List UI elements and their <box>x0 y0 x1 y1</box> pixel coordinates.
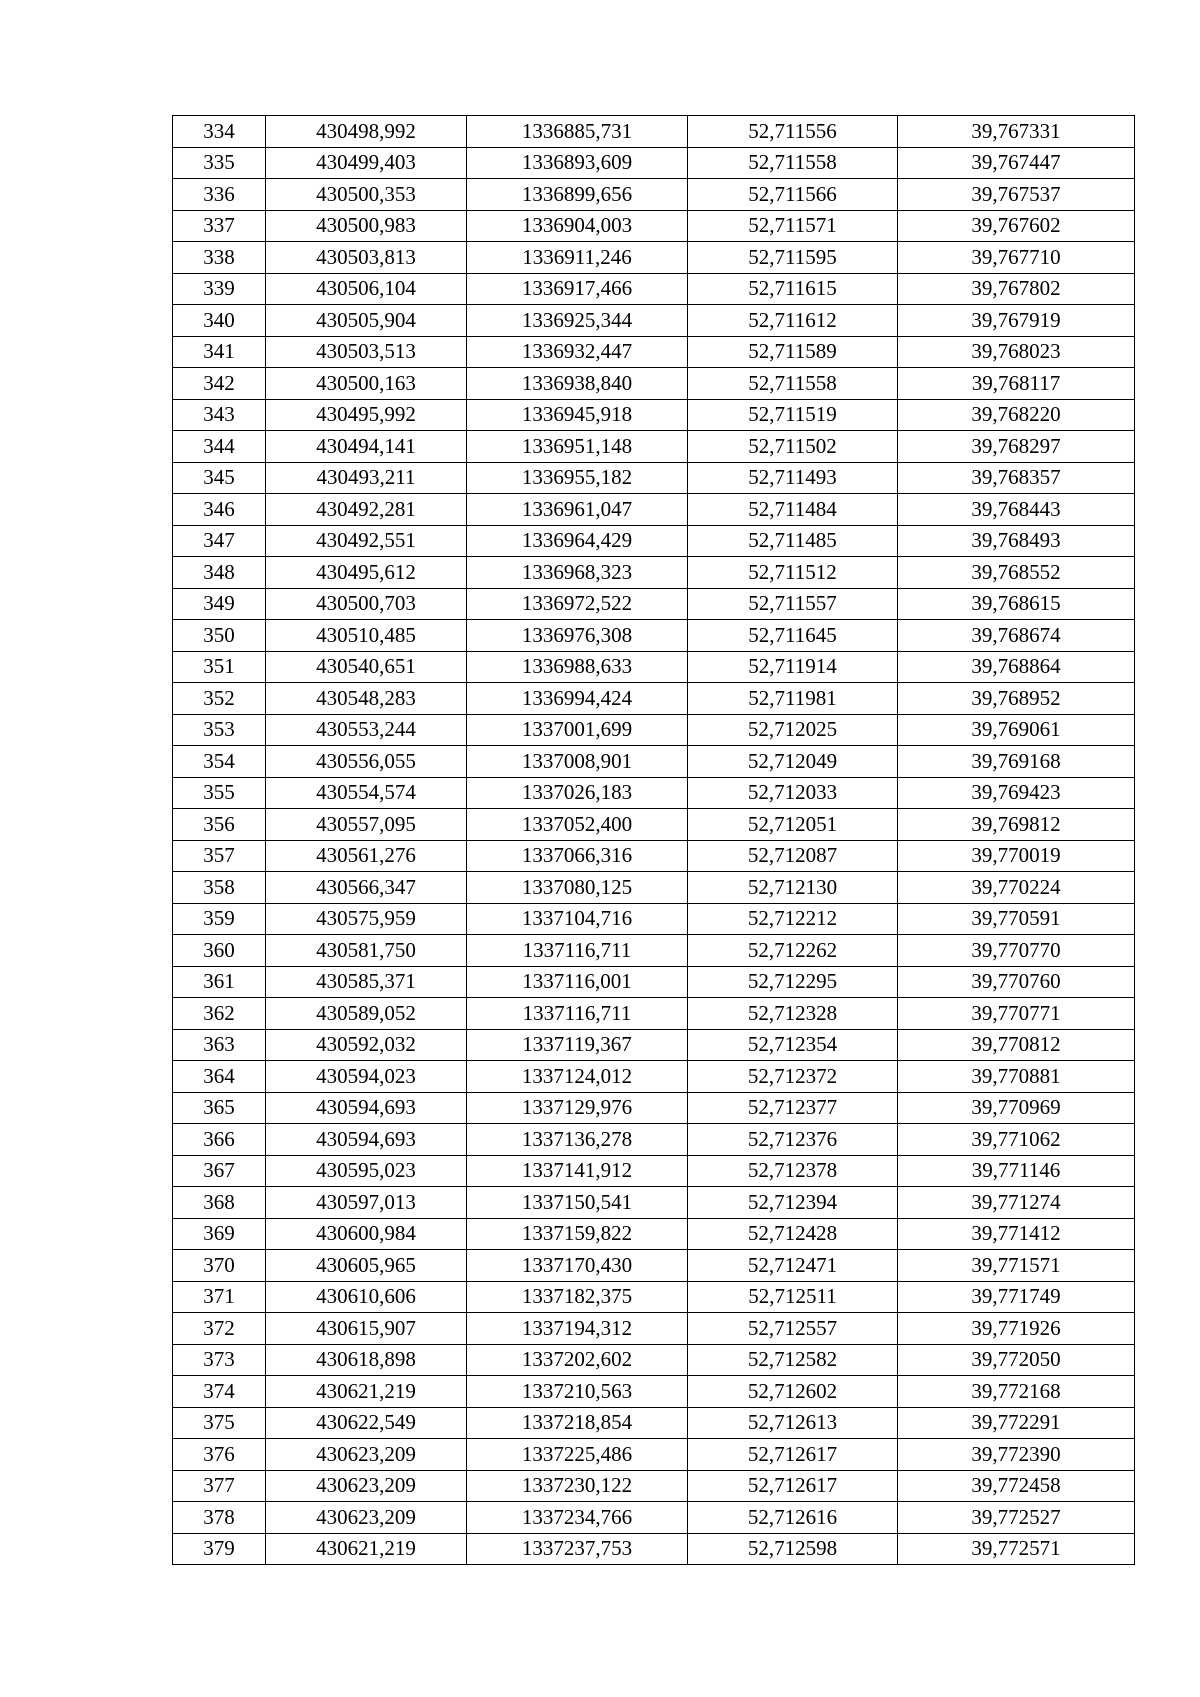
table-row <box>173 368 1135 400</box>
table-row <box>173 1502 1135 1534</box>
point-number-cell: 371 <box>173 1281 266 1313</box>
longitude-cell: 39,770760 <box>898 966 1135 998</box>
table-row <box>173 1407 1135 1439</box>
point-number-cell: 356 <box>173 809 266 841</box>
point-number-cell: 375 <box>173 1407 266 1439</box>
coordinates-table <box>172 115 1135 1565</box>
y-coordinate-cell: 1337218,854 <box>467 1407 688 1439</box>
y-coordinate-cell: 1337194,312 <box>467 1313 688 1345</box>
longitude-cell: 39,768552 <box>898 557 1135 589</box>
table-row <box>173 1376 1135 1408</box>
table-row <box>173 1061 1135 1093</box>
y-coordinate-cell: 1337230,122 <box>467 1470 688 1502</box>
latitude-cell: 52,712262 <box>688 935 898 967</box>
table-row <box>173 809 1135 841</box>
longitude-cell: 39,770591 <box>898 903 1135 935</box>
x-coordinate-cell: 430621,219 <box>266 1376 467 1408</box>
x-coordinate-cell: 430594,693 <box>266 1092 467 1124</box>
point-number-cell: 346 <box>173 494 266 526</box>
point-number-cell: 341 <box>173 336 266 368</box>
y-coordinate-cell: 1337001,699 <box>467 714 688 746</box>
point-number-cell: 357 <box>173 840 266 872</box>
longitude-cell: 39,768117 <box>898 368 1135 400</box>
point-number-cell: 350 <box>173 620 266 652</box>
table-row <box>173 840 1135 872</box>
longitude-cell: 39,772571 <box>898 1533 1135 1565</box>
latitude-cell: 52,712613 <box>688 1407 898 1439</box>
y-coordinate-cell: 1336968,323 <box>467 557 688 589</box>
longitude-cell: 39,767802 <box>898 273 1135 305</box>
x-coordinate-cell: 430506,104 <box>266 273 467 305</box>
y-coordinate-cell: 1337124,012 <box>467 1061 688 1093</box>
x-coordinate-cell: 430495,612 <box>266 557 467 589</box>
latitude-cell: 52,712376 <box>688 1124 898 1156</box>
longitude-cell: 39,771412 <box>898 1218 1135 1250</box>
y-coordinate-cell: 1337066,316 <box>467 840 688 872</box>
table-row <box>173 588 1135 620</box>
x-coordinate-cell: 430494,141 <box>266 431 467 463</box>
x-coordinate-cell: 430566,347 <box>266 872 467 904</box>
x-coordinate-cell: 430585,371 <box>266 966 467 998</box>
longitude-cell: 39,769061 <box>898 714 1135 746</box>
point-number-cell: 359 <box>173 903 266 935</box>
longitude-cell: 39,771146 <box>898 1155 1135 1187</box>
y-coordinate-cell: 1336899,656 <box>467 179 688 211</box>
table-row <box>173 777 1135 809</box>
x-coordinate-cell: 430575,959 <box>266 903 467 935</box>
y-coordinate-cell: 1336955,182 <box>467 462 688 494</box>
point-number-cell: 358 <box>173 872 266 904</box>
latitude-cell: 52,711589 <box>688 336 898 368</box>
point-number-cell: 344 <box>173 431 266 463</box>
longitude-cell: 39,772458 <box>898 1470 1135 1502</box>
table-row <box>173 1281 1135 1313</box>
y-coordinate-cell: 1337080,125 <box>467 872 688 904</box>
longitude-cell: 39,771062 <box>898 1124 1135 1156</box>
longitude-cell: 39,768023 <box>898 336 1135 368</box>
latitude-cell: 52,711558 <box>688 147 898 179</box>
y-coordinate-cell: 1336893,609 <box>467 147 688 179</box>
x-coordinate-cell: 430623,209 <box>266 1470 467 1502</box>
x-coordinate-cell: 430500,163 <box>266 368 467 400</box>
x-coordinate-cell: 430492,281 <box>266 494 467 526</box>
x-coordinate-cell: 430505,904 <box>266 305 467 337</box>
table-row <box>173 273 1135 305</box>
latitude-cell: 52,712617 <box>688 1439 898 1471</box>
longitude-cell: 39,771926 <box>898 1313 1135 1345</box>
table-row <box>173 903 1135 935</box>
latitude-cell: 52,712557 <box>688 1313 898 1345</box>
y-coordinate-cell: 1336925,344 <box>467 305 688 337</box>
longitude-cell: 39,770770 <box>898 935 1135 967</box>
x-coordinate-cell: 430495,992 <box>266 399 467 431</box>
point-number-cell: 370 <box>173 1250 266 1282</box>
point-number-cell: 379 <box>173 1533 266 1565</box>
point-number-cell: 352 <box>173 683 266 715</box>
longitude-cell: 39,767331 <box>898 116 1135 148</box>
y-coordinate-cell: 1337136,278 <box>467 1124 688 1156</box>
x-coordinate-cell: 430556,055 <box>266 746 467 778</box>
latitude-cell: 52,712049 <box>688 746 898 778</box>
y-coordinate-cell: 1336911,246 <box>467 242 688 274</box>
x-coordinate-cell: 430503,813 <box>266 242 467 274</box>
table-row <box>173 746 1135 778</box>
y-coordinate-cell: 1337182,375 <box>467 1281 688 1313</box>
latitude-cell: 52,711981 <box>688 683 898 715</box>
x-coordinate-cell: 430500,983 <box>266 210 467 242</box>
latitude-cell: 52,712130 <box>688 872 898 904</box>
longitude-cell: 39,772527 <box>898 1502 1135 1534</box>
latitude-cell: 52,711493 <box>688 462 898 494</box>
point-number-cell: 363 <box>173 1029 266 1061</box>
x-coordinate-cell: 430592,032 <box>266 1029 467 1061</box>
y-coordinate-cell: 1336964,429 <box>467 525 688 557</box>
point-number-cell: 364 <box>173 1061 266 1093</box>
latitude-cell: 52,712582 <box>688 1344 898 1376</box>
latitude-cell: 52,711914 <box>688 651 898 683</box>
point-number-cell: 368 <box>173 1187 266 1219</box>
longitude-cell: 39,767919 <box>898 305 1135 337</box>
longitude-cell: 39,768864 <box>898 651 1135 683</box>
x-coordinate-cell: 430500,703 <box>266 588 467 620</box>
x-coordinate-cell: 430594,693 <box>266 1124 467 1156</box>
y-coordinate-cell: 1336885,731 <box>467 116 688 148</box>
longitude-cell: 39,770019 <box>898 840 1135 872</box>
longitude-cell: 39,768220 <box>898 399 1135 431</box>
point-number-cell: 339 <box>173 273 266 305</box>
y-coordinate-cell: 1336961,047 <box>467 494 688 526</box>
y-coordinate-cell: 1337202,602 <box>467 1344 688 1376</box>
y-coordinate-cell: 1337008,901 <box>467 746 688 778</box>
y-coordinate-cell: 1336938,840 <box>467 368 688 400</box>
point-number-cell: 353 <box>173 714 266 746</box>
table-row <box>173 1344 1135 1376</box>
table-row <box>173 179 1135 211</box>
latitude-cell: 52,712602 <box>688 1376 898 1408</box>
y-coordinate-cell: 1337119,367 <box>467 1029 688 1061</box>
table-row <box>173 1313 1135 1345</box>
x-coordinate-cell: 430622,549 <box>266 1407 467 1439</box>
y-coordinate-cell: 1337116,711 <box>467 998 688 1030</box>
longitude-cell: 39,770969 <box>898 1092 1135 1124</box>
latitude-cell: 52,712511 <box>688 1281 898 1313</box>
table-row <box>173 1439 1135 1471</box>
longitude-cell: 39,770771 <box>898 998 1135 1030</box>
table-row <box>173 336 1135 368</box>
y-coordinate-cell: 1337225,486 <box>467 1439 688 1471</box>
x-coordinate-cell: 430595,023 <box>266 1155 467 1187</box>
table-row <box>173 525 1135 557</box>
table-row <box>173 305 1135 337</box>
longitude-cell: 39,768493 <box>898 525 1135 557</box>
latitude-cell: 52,712378 <box>688 1155 898 1187</box>
x-coordinate-cell: 430623,209 <box>266 1502 467 1534</box>
point-number-cell: 361 <box>173 966 266 998</box>
x-coordinate-cell: 430499,403 <box>266 147 467 179</box>
latitude-cell: 52,711557 <box>688 588 898 620</box>
longitude-cell: 39,770812 <box>898 1029 1135 1061</box>
point-number-cell: 376 <box>173 1439 266 1471</box>
table-row <box>173 683 1135 715</box>
table-row <box>173 242 1135 274</box>
y-coordinate-cell: 1337159,822 <box>467 1218 688 1250</box>
latitude-cell: 52,712087 <box>688 840 898 872</box>
latitude-cell: 52,711615 <box>688 273 898 305</box>
longitude-cell: 39,767537 <box>898 179 1135 211</box>
x-coordinate-cell: 430621,219 <box>266 1533 467 1565</box>
longitude-cell: 39,767447 <box>898 147 1135 179</box>
longitude-cell: 39,772168 <box>898 1376 1135 1408</box>
point-number-cell: 360 <box>173 935 266 967</box>
x-coordinate-cell: 430554,574 <box>266 777 467 809</box>
point-number-cell: 340 <box>173 305 266 337</box>
latitude-cell: 52,712377 <box>688 1092 898 1124</box>
y-coordinate-cell: 1337129,976 <box>467 1092 688 1124</box>
y-coordinate-cell: 1337116,711 <box>467 935 688 967</box>
latitude-cell: 52,711612 <box>688 305 898 337</box>
point-number-cell: 369 <box>173 1218 266 1250</box>
point-number-cell: 355 <box>173 777 266 809</box>
latitude-cell: 52,712328 <box>688 998 898 1030</box>
table-row <box>173 1155 1135 1187</box>
point-number-cell: 343 <box>173 399 266 431</box>
x-coordinate-cell: 430618,898 <box>266 1344 467 1376</box>
table-row <box>173 210 1135 242</box>
coordinates-table-body <box>173 116 1135 1565</box>
point-number-cell: 337 <box>173 210 266 242</box>
x-coordinate-cell: 430540,651 <box>266 651 467 683</box>
longitude-cell: 39,768674 <box>898 620 1135 652</box>
x-coordinate-cell: 430553,244 <box>266 714 467 746</box>
table-row <box>173 1470 1135 1502</box>
y-coordinate-cell: 1337104,716 <box>467 903 688 935</box>
latitude-cell: 52,711484 <box>688 494 898 526</box>
longitude-cell: 39,768615 <box>898 588 1135 620</box>
point-number-cell: 347 <box>173 525 266 557</box>
point-number-cell: 335 <box>173 147 266 179</box>
latitude-cell: 52,712598 <box>688 1533 898 1565</box>
longitude-cell: 39,772050 <box>898 1344 1135 1376</box>
x-coordinate-cell: 430605,965 <box>266 1250 467 1282</box>
longitude-cell: 39,772291 <box>898 1407 1135 1439</box>
x-coordinate-cell: 430589,052 <box>266 998 467 1030</box>
x-coordinate-cell: 430581,750 <box>266 935 467 967</box>
longitude-cell: 39,769423 <box>898 777 1135 809</box>
point-number-cell: 345 <box>173 462 266 494</box>
table-row <box>173 1533 1135 1565</box>
table-row <box>173 1218 1135 1250</box>
table-row <box>173 966 1135 998</box>
y-coordinate-cell: 1337052,400 <box>467 809 688 841</box>
x-coordinate-cell: 430492,551 <box>266 525 467 557</box>
table-row <box>173 935 1135 967</box>
table-row <box>173 494 1135 526</box>
x-coordinate-cell: 430615,907 <box>266 1313 467 1345</box>
latitude-cell: 52,712471 <box>688 1250 898 1282</box>
point-number-cell: 365 <box>173 1092 266 1124</box>
point-number-cell: 338 <box>173 242 266 274</box>
y-coordinate-cell: 1336932,447 <box>467 336 688 368</box>
longitude-cell: 39,771571 <box>898 1250 1135 1282</box>
table-row <box>173 116 1135 148</box>
latitude-cell: 52,711645 <box>688 620 898 652</box>
point-number-cell: 374 <box>173 1376 266 1408</box>
latitude-cell: 52,711519 <box>688 399 898 431</box>
latitude-cell: 52,712025 <box>688 714 898 746</box>
y-coordinate-cell: 1337026,183 <box>467 777 688 809</box>
latitude-cell: 52,712616 <box>688 1502 898 1534</box>
table-row <box>173 431 1135 463</box>
latitude-cell: 52,712617 <box>688 1470 898 1502</box>
longitude-cell: 39,770224 <box>898 872 1135 904</box>
table-row <box>173 1250 1135 1282</box>
latitude-cell: 52,711595 <box>688 242 898 274</box>
y-coordinate-cell: 1336917,466 <box>467 273 688 305</box>
latitude-cell: 52,712033 <box>688 777 898 809</box>
longitude-cell: 39,771274 <box>898 1187 1135 1219</box>
point-number-cell: 336 <box>173 179 266 211</box>
y-coordinate-cell: 1336945,918 <box>467 399 688 431</box>
table-row <box>173 1187 1135 1219</box>
latitude-cell: 52,711558 <box>688 368 898 400</box>
table-row <box>173 1029 1135 1061</box>
latitude-cell: 52,712354 <box>688 1029 898 1061</box>
y-coordinate-cell: 1337170,430 <box>467 1250 688 1282</box>
y-coordinate-cell: 1336994,424 <box>467 683 688 715</box>
y-coordinate-cell: 1336951,148 <box>467 431 688 463</box>
x-coordinate-cell: 430498,992 <box>266 116 467 148</box>
y-coordinate-cell: 1337116,001 <box>467 966 688 998</box>
point-number-cell: 367 <box>173 1155 266 1187</box>
latitude-cell: 52,711566 <box>688 179 898 211</box>
x-coordinate-cell: 430493,211 <box>266 462 467 494</box>
longitude-cell: 39,768952 <box>898 683 1135 715</box>
latitude-cell: 52,712295 <box>688 966 898 998</box>
longitude-cell: 39,767710 <box>898 242 1135 274</box>
x-coordinate-cell: 430600,984 <box>266 1218 467 1250</box>
y-coordinate-cell: 1336904,003 <box>467 210 688 242</box>
table-row <box>173 462 1135 494</box>
table-row <box>173 1092 1135 1124</box>
table-row <box>173 399 1135 431</box>
x-coordinate-cell: 430610,606 <box>266 1281 467 1313</box>
table-row <box>173 1124 1135 1156</box>
latitude-cell: 52,712051 <box>688 809 898 841</box>
latitude-cell: 52,711502 <box>688 431 898 463</box>
y-coordinate-cell: 1337237,753 <box>467 1533 688 1565</box>
y-coordinate-cell: 1336976,308 <box>467 620 688 652</box>
point-number-cell: 362 <box>173 998 266 1030</box>
latitude-cell: 52,711556 <box>688 116 898 148</box>
latitude-cell: 52,711512 <box>688 557 898 589</box>
x-coordinate-cell: 430503,513 <box>266 336 467 368</box>
latitude-cell: 52,712428 <box>688 1218 898 1250</box>
latitude-cell: 52,712372 <box>688 1061 898 1093</box>
table-row <box>173 557 1135 589</box>
table-row <box>173 651 1135 683</box>
x-coordinate-cell: 430557,095 <box>266 809 467 841</box>
table-row <box>173 872 1135 904</box>
longitude-cell: 39,769168 <box>898 746 1135 778</box>
y-coordinate-cell: 1336988,633 <box>467 651 688 683</box>
point-number-cell: 366 <box>173 1124 266 1156</box>
longitude-cell: 39,771749 <box>898 1281 1135 1313</box>
y-coordinate-cell: 1336972,522 <box>467 588 688 620</box>
x-coordinate-cell: 430500,353 <box>266 179 467 211</box>
point-number-cell: 349 <box>173 588 266 620</box>
latitude-cell: 52,711571 <box>688 210 898 242</box>
point-number-cell: 342 <box>173 368 266 400</box>
y-coordinate-cell: 1337210,563 <box>467 1376 688 1408</box>
x-coordinate-cell: 430594,023 <box>266 1061 467 1093</box>
x-coordinate-cell: 430597,013 <box>266 1187 467 1219</box>
table-row <box>173 620 1135 652</box>
longitude-cell: 39,770881 <box>898 1061 1135 1093</box>
latitude-cell: 52,712394 <box>688 1187 898 1219</box>
longitude-cell: 39,768297 <box>898 431 1135 463</box>
point-number-cell: 334 <box>173 116 266 148</box>
longitude-cell: 39,772390 <box>898 1439 1135 1471</box>
x-coordinate-cell: 430510,485 <box>266 620 467 652</box>
point-number-cell: 354 <box>173 746 266 778</box>
x-coordinate-cell: 430623,209 <box>266 1439 467 1471</box>
point-number-cell: 378 <box>173 1502 266 1534</box>
point-number-cell: 372 <box>173 1313 266 1345</box>
longitude-cell: 39,769812 <box>898 809 1135 841</box>
table-row <box>173 714 1135 746</box>
longitude-cell: 39,768443 <box>898 494 1135 526</box>
longitude-cell: 39,768357 <box>898 462 1135 494</box>
latitude-cell: 52,712212 <box>688 903 898 935</box>
table-row <box>173 147 1135 179</box>
y-coordinate-cell: 1337234,766 <box>467 1502 688 1534</box>
longitude-cell: 39,767602 <box>898 210 1135 242</box>
table-row <box>173 998 1135 1030</box>
point-number-cell: 377 <box>173 1470 266 1502</box>
y-coordinate-cell: 1337141,912 <box>467 1155 688 1187</box>
point-number-cell: 351 <box>173 651 266 683</box>
latitude-cell: 52,711485 <box>688 525 898 557</box>
x-coordinate-cell: 430561,276 <box>266 840 467 872</box>
point-number-cell: 348 <box>173 557 266 589</box>
x-coordinate-cell: 430548,283 <box>266 683 467 715</box>
y-coordinate-cell: 1337150,541 <box>467 1187 688 1219</box>
point-number-cell: 373 <box>173 1344 266 1376</box>
